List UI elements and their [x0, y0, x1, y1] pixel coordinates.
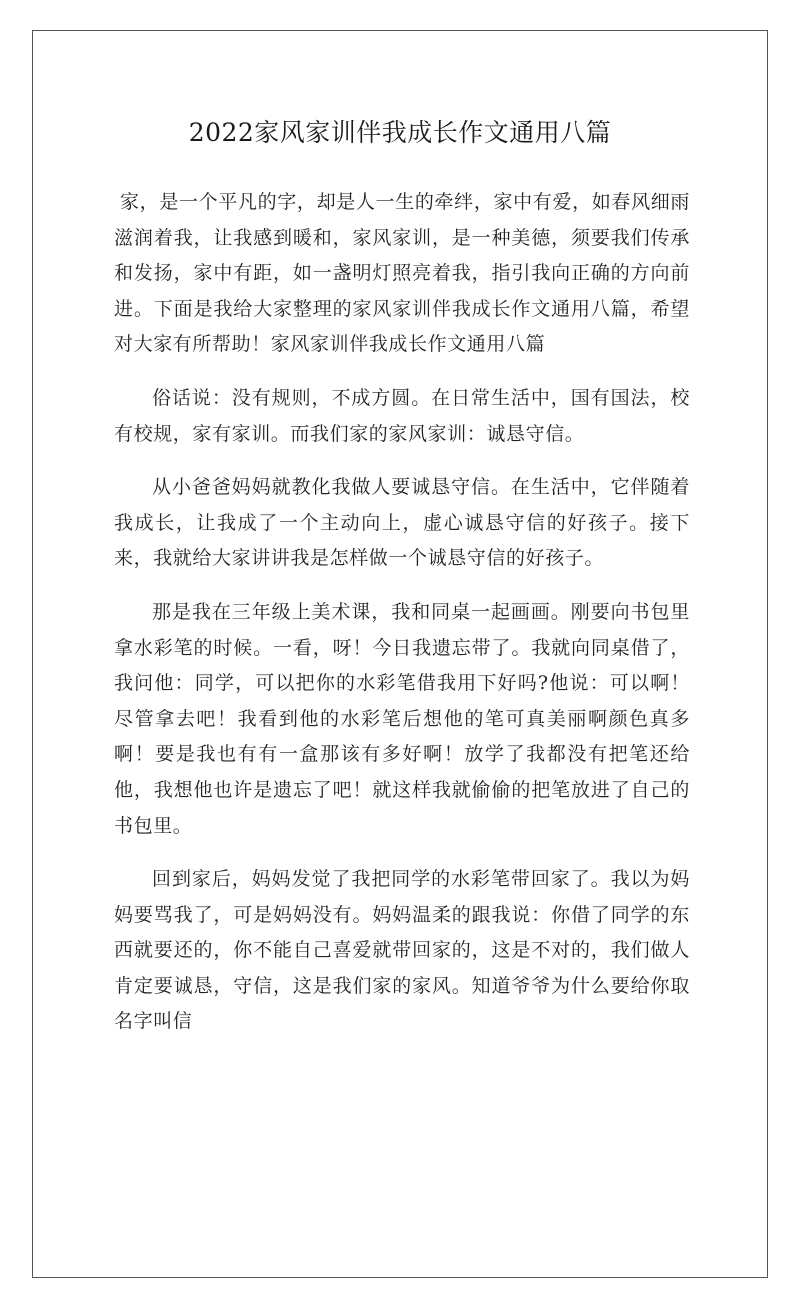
paragraph-art-class: 那是我在三年级上美术课，我和同桌一起画画。刚要向书包里拿水彩笔的时候。一看，呀！今日我遗忘带了。我就向同桌借了，我问他：同学，可以把你的水彩笔借我用下好吗?他说：可以啊！尽管拿去吧！我看到他的水彩笔后想他的笔可真美丽啊颜色真多啊！要是我也有有一盒那该有多好啊！放学了我都没有把笔还给他，我想他也许是遗忘了吧！就这样我就偷偷的把笔放进了自己的书包里。	[114, 600, 690, 837]
paragraph-proverb: 俗话说：没有规则，不成方圆。在日常生活中，国有国法，校有校规，家有家训。而我们家的家风家训：诚恳守信。	[114, 386, 690, 445]
paragraph-intro: 家，是一个平凡的字，却是人一生的牵绊，家中有爱，如春风细雨滋润着我，让我感到暖和，家风家训，是一种美德，须要我们传承和发扬，家中有距，如一盏明灯照亮着我，指引我向正确的方向前进。下面是我给大家整理的家风家训伴我成长作文通用八篇，希望对大家有所帮助！家风家训伴我成长作文通用八篇	[114, 191, 690, 356]
document-body	[114, 185, 690, 1058]
document-title: 2022家风家训伴我成长作文通用八篇	[188, 118, 612, 147]
paragraph-upbringing: 从小爸爸妈妈就教化我做人要诚恳守信。在生活中，它伴随着我成长，让我成了一个主动向上，虚心诚恳守信的好孩子。接下来，我就给大家讲讲我是怎样做一个诚恳守信的好孩子。	[114, 476, 690, 570]
paragraph-home: 回到家后，妈妈发觉了我把同学的水彩笔带回家了。我以为妈妈要骂我了，可是妈妈没有。妈妈温柔的跟我说：你借了同学的东西就要还的，你不能自己喜爱就带回家的，这是不对的，我们做人肯定要诚恳，守信，这是我们家的家风。知道爷爷为什么要给你取名字叫信	[114, 868, 690, 1033]
